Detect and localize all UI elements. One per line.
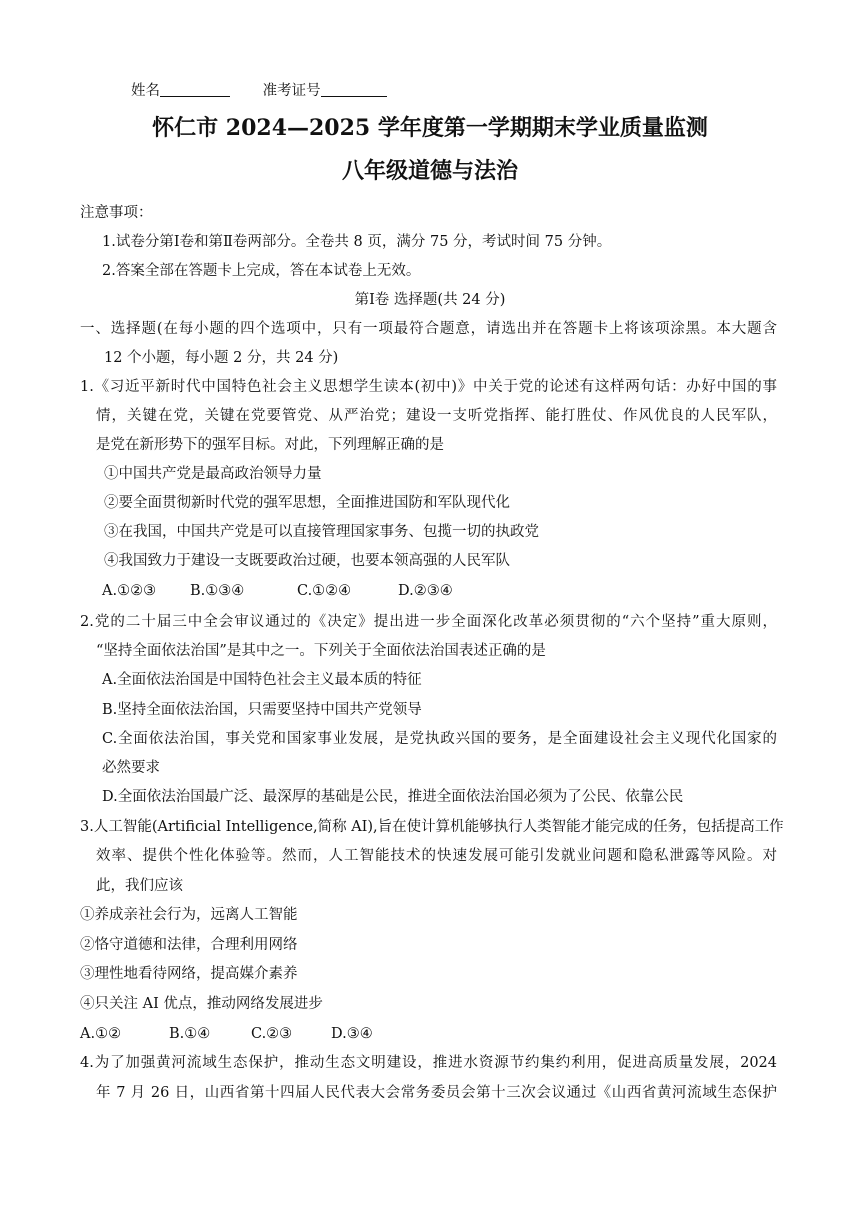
- question-3-statement: ①养成亲社会行为，远离人工智能: [80, 907, 298, 923]
- question-3-option: B.①④: [169, 1026, 211, 1042]
- question-3-stem: 效率、提供个性化体验等。然而，人工智能技术的快速发展可能引发就业问题和隐私泄露等风险。对: [96, 848, 777, 864]
- candidate-info: [131, 81, 387, 101]
- question-1-option: B.①③④: [190, 583, 245, 599]
- question-1-stem: 情，关键在党，关键在党要管党、从严治党；建设一支听党指挥、能打胜仗、作风优良的人民军队，: [96, 408, 777, 424]
- question-1-stem: 是党在新形势下的强军目标。对此，下列理解正确的是: [96, 437, 444, 453]
- question-3-stem: 3.人工智能(Artificial Intelligence,简称 AI),旨在使计算机能够执行人类智能才能完成的任务，包括提高工作: [80, 819, 784, 835]
- question-2-option-cont: 必然要求: [102, 760, 160, 776]
- question-2-option: D.全面依法治国最广泛、最深厚的基础是公民，推进全面依法治国必须为了公民、依靠公民: [102, 789, 684, 805]
- exam-subtitle: 八年级道德与法治: [341, 158, 518, 184]
- question-3-option: A.①②: [80, 1026, 122, 1042]
- exam-title: 怀仁市 2024—2025 学年度第一学期期末学业质量监测: [152, 115, 708, 141]
- question-3-statement: ②恪守道德和法律，合理利用网络: [80, 937, 298, 953]
- question-4-stem: 年 7 月 26 日，山西省第十四届人民代表大会常务委员会第十三次会议通过《山西省黄河流域生态保护: [96, 1085, 777, 1101]
- question-1-option: C.①②④: [297, 583, 352, 599]
- notes-heading: 注意事项：: [80, 205, 153, 221]
- question-1-statement: ③在我国，中国共产党是可以直接管理国家事务、包揽一切的执政党: [104, 524, 539, 540]
- exam-id-blank[interactable]: [321, 82, 387, 97]
- question-1-statement: ④我国致力于建设一支既要政治过硬，也要本领高强的人民军队: [104, 553, 510, 569]
- question-3-stem: 此，我们应该: [96, 878, 183, 894]
- part-instruction: 一、选择题(在每小题的四个选项中，只有一项最符合题意，请选出并在答题卡上将该项涂黑。本大题含: [80, 321, 777, 337]
- section-title: 第Ⅰ卷 选择题(共 24 分): [354, 292, 506, 308]
- question-3-option: D.③④: [331, 1026, 373, 1042]
- question-2-option: B.坚持全面依法治国，只需要坚持中国共产党领导: [102, 702, 422, 718]
- note-item: 1.试卷分第Ⅰ卷和第Ⅱ卷两部分。全卷共 8 页，满分 75 分，考试时间 75 分钟。: [102, 234, 612, 250]
- question-3-statement: ④只关注 AI 优点，推动网络发展进步: [80, 996, 323, 1012]
- question-1-statement: ①中国共产党是最高政治领导力量: [104, 466, 322, 482]
- part-instruction: 12 个小题，每小题 2 分，共 24 分): [104, 350, 339, 366]
- question-3-option: C.②③: [251, 1026, 293, 1042]
- name-blank[interactable]: [160, 82, 230, 97]
- question-1-stem: 1.《习近平新时代中国特色社会主义思想学生读本(初中)》中关于党的论述有这样两句话：办好中国的事: [80, 379, 777, 395]
- question-2-stem: 2.党的二十届三中全会审议通过的《决定》提出进一步全面深化改革必须贯彻的“六个坚持”重大原则，: [80, 614, 777, 630]
- note-item: 2.答案全部在答题卡上完成，答在本试卷上无效。: [102, 263, 421, 279]
- exam-id-label: 准考证号: [262, 83, 321, 99]
- question-2-option: A.全面依法治国是中国特色社会主义最本质的特征: [102, 672, 422, 688]
- name-label: 姓名: [131, 83, 160, 99]
- question-1-statement: ②要全面贯彻新时代党的强军思想，全面推进国防和军队现代化: [104, 495, 510, 511]
- question-4-stem: 4.为了加强黄河流域生态保护，推动生态文明建设，推进水资源节约集约利用，促进高质量发展，2024: [80, 1055, 777, 1071]
- question-1-option: D.②③④: [398, 583, 453, 599]
- question-2-stem: “坚持全面依法治国”是其中之一。下列关于全面依法治国表述正确的是: [96, 643, 546, 659]
- question-1-option: A.①②③: [102, 583, 157, 599]
- question-3-statement: ③理性地看待网络，提高媒介素养: [80, 966, 298, 982]
- question-2-option: C.全面依法治国，事关党和国家事业发展，是党执政兴国的要务，是全面建设社会主义现代化国家的: [102, 731, 777, 747]
